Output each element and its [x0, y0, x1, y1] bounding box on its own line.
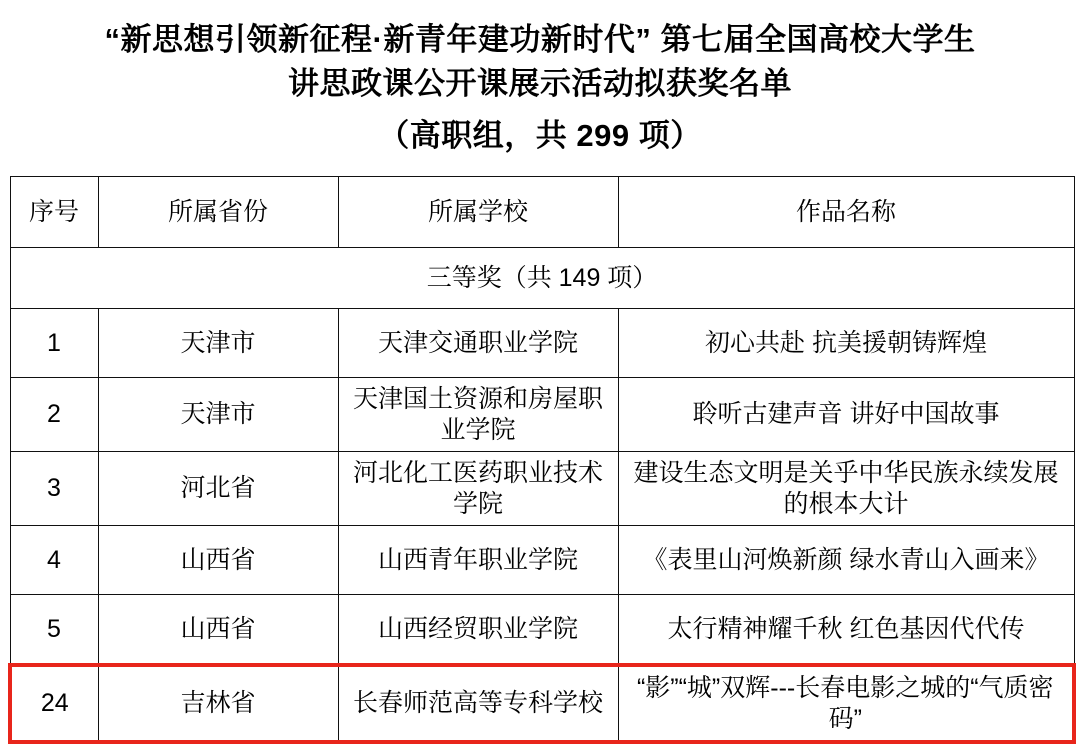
row-province: 天津市 — [98, 309, 338, 378]
row-work: “影”“城”双辉---长春电影之城的“气质密码” — [618, 665, 1074, 742]
document-subtitle: （高职组，共 299 项） — [378, 118, 702, 154]
row-no: 3 — [10, 452, 98, 526]
row-province: 天津市 — [98, 378, 338, 452]
table-body — [10, 248, 1074, 743]
row-province: 河北省 — [98, 452, 338, 526]
column-header-work: 作品名称 — [618, 177, 1074, 248]
row-province: 山西省 — [98, 526, 338, 595]
award-group-label: 三等奖（共 149 项） — [10, 248, 1074, 309]
row-work: 聆听古建声音 讲好中国故事 — [618, 378, 1074, 452]
row-no: 24 — [10, 665, 98, 742]
row-school: 天津国土资源和房屋职业学院 — [338, 378, 618, 452]
table-row — [10, 452, 1074, 526]
row-work: 《表里山河焕新颜 绿水青山入画来》 — [618, 526, 1074, 595]
row-school: 山西青年职业学院 — [338, 526, 618, 595]
table-row — [10, 378, 1074, 452]
row-province: 山西省 — [98, 595, 338, 666]
column-header-school: 所属学校 — [338, 177, 618, 248]
title-line-1: “新思想引领新征程·新青年建功新时代” 第七届全国高校大学生 — [104, 22, 976, 57]
row-school: 长春师范高等专科学校 — [338, 665, 618, 742]
row-no: 5 — [10, 595, 98, 666]
row-school: 山西经贸职业学院 — [338, 595, 618, 666]
column-header-province: 所属省份 — [98, 177, 338, 248]
row-work: 太行精神耀千秋 红色基因代代传 — [618, 595, 1074, 666]
award-list-table — [8, 176, 1076, 744]
row-province: 吉林省 — [98, 665, 338, 742]
row-no: 1 — [10, 309, 98, 378]
table-row — [10, 309, 1074, 378]
document-title-block — [8, 0, 1072, 160]
title-line-2: 讲思政课公开课展示活动拟获奖名单 — [288, 66, 792, 102]
row-no: 4 — [10, 526, 98, 595]
award-group-row — [10, 248, 1074, 309]
table-row-highlighted — [10, 665, 1074, 742]
row-school: 河北化工医药职业技术学院 — [338, 452, 618, 526]
table-row — [10, 595, 1074, 666]
column-header-no: 序号 — [10, 177, 98, 248]
table-row — [10, 526, 1074, 595]
row-no: 2 — [10, 378, 98, 452]
table-header-row — [10, 177, 1074, 248]
table-header — [10, 177, 1074, 248]
row-school: 天津交通职业学院 — [338, 309, 618, 378]
row-work: 初心共赴 抗美援朝铸辉煌 — [618, 309, 1074, 378]
row-work: 建设生态文明是关乎中华民族永续发展的根本大计 — [618, 452, 1074, 526]
